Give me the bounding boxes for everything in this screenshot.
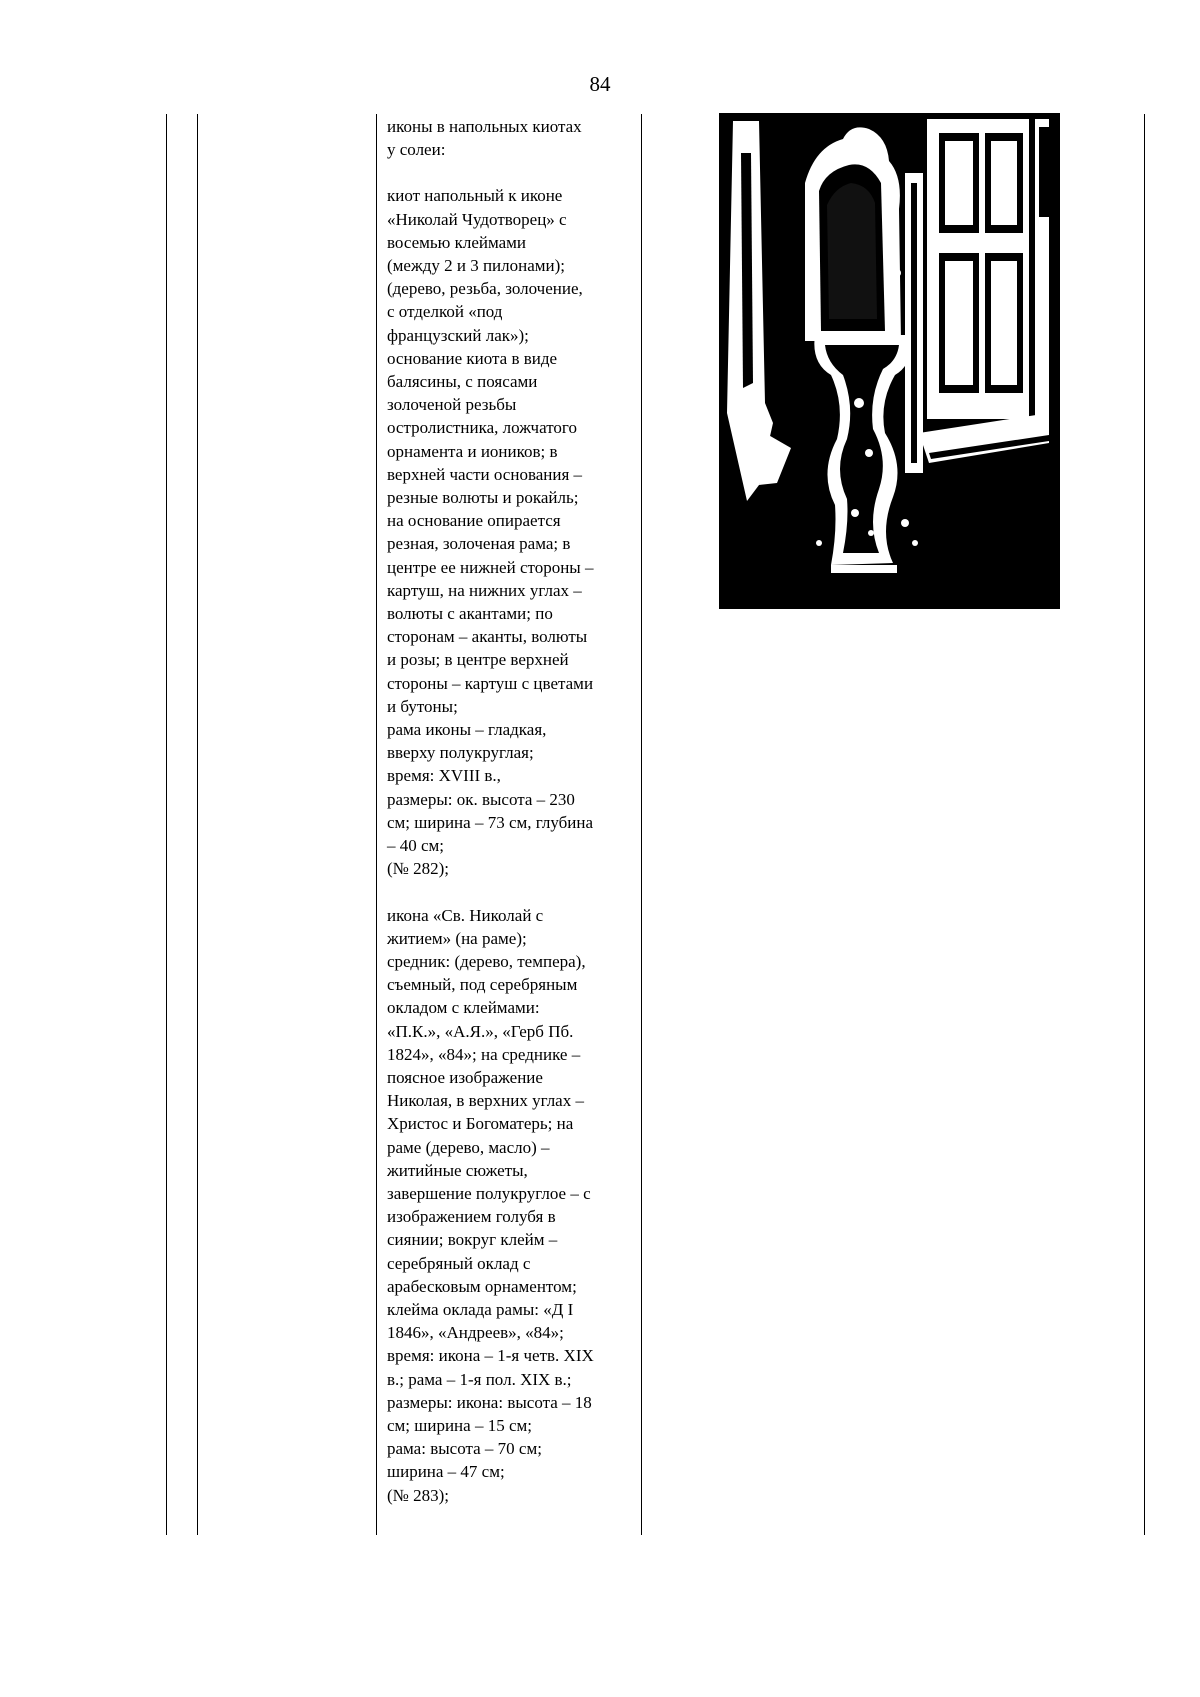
text-line: размеры: икона: высота – 18 [387,1392,592,1412]
text-line: балясины, с поясами [387,372,538,392]
text-line: иконы в напольных киотах [387,117,582,136]
text-line: рама: высота – 70 см; [387,1439,542,1459]
kiot-photo [719,113,1060,609]
text-line: время: икона – 1-я четв. XIX [387,1346,594,1366]
text-line: стороны – картуш с цветами [387,673,594,693]
text-line: (№ 283); [387,1485,450,1505]
text-line: 1824», «84»; на среднике – [387,1044,581,1064]
intro-block [387,115,627,161]
table-column-divider [376,114,377,1535]
text-line: – 40 см; [387,836,445,856]
text-line: изображением голубя в [387,1207,556,1227]
text-line: центре ее нижней стороны – [387,557,594,577]
text-line: волюты с акантами; по [387,604,553,624]
text-line: остролистника, ложчатого [387,418,577,438]
text-line: 1846», «Андреев», «84»; [387,1323,564,1343]
text-line: см; ширина – 15 см; [387,1415,532,1435]
text-line: житийные сюжеты, [387,1160,528,1180]
text-line: «Николай Чудотворец» с [387,209,567,229]
text-line: (между 2 и 3 пилонами); [387,256,566,276]
text-line: картуш, на нижних углах – [387,580,582,600]
table-border-right [1144,114,1145,1535]
text-line: икона «Св. Николай с [387,905,544,925]
table-border-left [166,114,167,1535]
text-line: житием» (на раме); [387,928,527,948]
text-line: французский лак»); [387,325,529,345]
text-line: съемный, под серебряным [387,975,578,995]
text-line: с отделкой «под [387,302,503,322]
text-line: время: XVIII в., [387,766,501,786]
text-line: арабесковым орнаментом; [387,1276,577,1296]
text-line: средник: (дерево, темпера), [387,951,586,971]
text-line: на основание опирается [387,511,561,531]
description-column [387,115,627,1507]
text-line: (дерево, резьба, золочение, [387,279,583,299]
text-line: у солеи: [387,140,446,160]
text-line: резная, золоченая рама; в [387,534,571,554]
text-line: золоченой резьбы [387,395,517,415]
text-line: Христос и Богоматерь; на [387,1114,574,1134]
text-line: в.; рама – 1-я пол. XIX в.; [387,1369,572,1389]
text-line: сторонам – аканты, волюты [387,627,588,647]
text-line: вверху полукруглая; [387,743,534,763]
text-line: резные волюты и рокайль; [387,488,579,508]
text-line: и бутоны; [387,696,458,716]
text-line: восемью клеймами [387,232,527,252]
text-line: серебряный оклад с [387,1253,531,1273]
text-line: (№ 282); [387,859,450,879]
text-line: размеры: ок. высота – 230 [387,789,575,809]
table-column-divider [641,114,642,1535]
text-line: окладом с клеймами: [387,998,540,1018]
text-line: поясное изображение [387,1067,543,1087]
page-number: 84 [589,72,611,96]
text-line: сиянии; вокруг клейм – [387,1230,558,1250]
text-line: и розы; в центре верхней [387,650,569,670]
text-line: клейма оклада рамы: «Д I [387,1299,574,1319]
text-line: рама иконы – гладкая, [387,720,547,740]
text-line: раме (дерево, масло) – [387,1137,550,1157]
text-line: «П.К.», «А.Я.», «Герб Пб. [387,1021,574,1041]
text-line: Николая, в верхних углах – [387,1091,584,1111]
text-line: верхней части основания – [387,464,583,484]
text-line: ширина – 47 см; [387,1462,505,1482]
text-line: орнамента и иоников; в [387,441,558,461]
item-283-description [387,904,627,1507]
text-line: основание киота в виде [387,348,558,368]
item-282-description [387,184,627,880]
text-line: киот напольный к иконе [387,186,563,206]
text-line: см; ширина – 73 см, глубина [387,812,594,832]
text-line: завершение полукруглое – с [387,1183,591,1203]
table-column-divider [197,114,198,1535]
